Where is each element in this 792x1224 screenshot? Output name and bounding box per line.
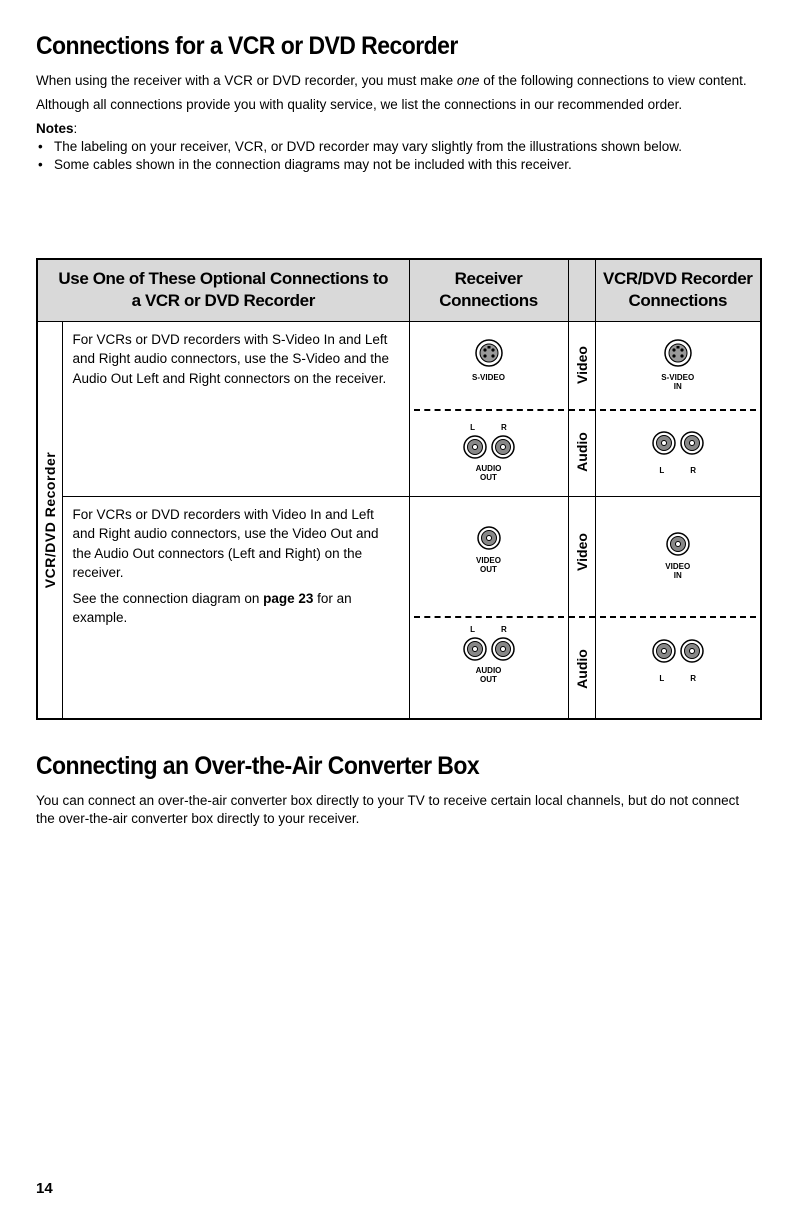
rca-pair-icon xyxy=(651,431,705,455)
side-label: VCR/DVD Recorder xyxy=(41,451,58,588)
connector-label: OUT xyxy=(480,675,497,685)
note-item: • Some cables shown in the connection diagrams may not be included with this receiver. xyxy=(54,156,760,174)
connections-table xyxy=(36,258,762,720)
rca-connector-icon xyxy=(476,525,502,551)
svideo-connector-icon xyxy=(663,338,693,368)
row1-device-cell xyxy=(595,321,761,496)
section-vcr-dvd xyxy=(36,28,760,174)
header-spacer xyxy=(568,259,595,321)
connector-label: AUDIO xyxy=(475,463,502,473)
row2-description-cell xyxy=(62,496,409,719)
svideo-connector-icon xyxy=(474,338,504,368)
notes-list xyxy=(36,138,760,174)
side-label-cell xyxy=(37,321,62,719)
connector-label: S-VIDEO xyxy=(472,372,505,382)
intro-paragraph-1 xyxy=(36,72,760,90)
row2-device-audio xyxy=(596,607,761,718)
connector-label: OUT xyxy=(480,564,497,574)
row2-see-diagram xyxy=(73,589,399,628)
intro-text: When using the receiver with a VCR or DVD recorder, you must make xyxy=(36,73,457,88)
right-label: R xyxy=(501,625,507,635)
page-reference-link[interactable]: page 23 xyxy=(263,590,314,606)
right-label: R xyxy=(690,465,697,475)
connector-label: VIDEO xyxy=(665,561,691,571)
type-label-audio: Audio xyxy=(573,649,590,690)
see-text: See the connection diagram on xyxy=(72,590,264,606)
connector-label: OUT xyxy=(480,472,497,482)
rca-pair-icon xyxy=(462,637,516,661)
row2-receiver-audio xyxy=(410,607,568,718)
connector-label: AUDIO xyxy=(475,666,502,676)
header-device: VCR/DVD Recorder Connections xyxy=(595,259,761,321)
intro-emphasis: one xyxy=(456,73,480,88)
section-title: Connections for a VCR or DVD Recorder xyxy=(36,32,458,60)
page-number: 14 xyxy=(36,1180,53,1197)
type-label-video: Video xyxy=(573,346,590,384)
row2-type-cell xyxy=(568,496,595,719)
type-label-audio: Audio xyxy=(573,432,590,472)
notes-colon: : xyxy=(73,121,78,136)
header-connections: Use One of These Optional Connections to a VCR or DVD Recorder xyxy=(37,259,409,321)
row2-description: For VCRs or DVD recorders with Video In and Left and Right audio connectors, use the Video Out and the Audio Out connectors (Left and Right) on the receiver. xyxy=(72,506,379,580)
row1-device-svideo xyxy=(596,322,761,409)
row1-description: For VCRs or DVD recorders with S-Video In and Left and Right audio connectors, use the S-Video and the Audio Out Left and Right connectors on the receiver. xyxy=(72,331,389,386)
row2-device-video xyxy=(596,497,761,608)
section-body: You can connect an over-the-air converter box directly to your TV to receive certain local channels, but do not connect the over-the-air converter box directly to your receiver. xyxy=(36,793,740,826)
row2-device-cell xyxy=(595,496,761,719)
left-label: L xyxy=(470,625,476,635)
rca-pair-icon xyxy=(651,639,705,663)
section-converter-box xyxy=(36,748,760,834)
section-title: Connecting an Over-the-Air Converter Box xyxy=(36,752,480,780)
see-text: for an example. xyxy=(72,590,352,625)
row2-receiver-cell xyxy=(409,496,568,719)
notes-label xyxy=(36,120,760,138)
row1-type-cell xyxy=(568,321,595,496)
intro-paragraph-2: Although all connections provide you with quality service, we list the connections in our recommended order. xyxy=(36,97,683,112)
divider xyxy=(569,616,595,618)
right-label: R xyxy=(501,422,507,432)
note-item: • The labeling on your receiver, VCR, or DVD recorder may vary slightly from the illustrations shown below. xyxy=(54,138,760,156)
rca-pair-icon xyxy=(462,435,516,459)
row1-receiver-cell xyxy=(409,321,568,496)
left-label: L xyxy=(470,422,476,432)
type-label-video: Video xyxy=(573,532,590,571)
row1-receiver-audio xyxy=(410,409,568,496)
connector-label: S-VIDEO xyxy=(661,372,695,382)
right-label: R xyxy=(690,674,697,684)
row2-receiver-video xyxy=(410,497,568,608)
notes-label-text: Notes xyxy=(36,121,74,136)
left-label: L xyxy=(659,674,665,684)
row1-device-audio xyxy=(596,409,761,496)
row1-description-cell xyxy=(62,321,409,496)
connector-label: VIDEO xyxy=(476,555,501,565)
connector-label: IN xyxy=(673,381,682,391)
header-receiver: Receiver Connections xyxy=(409,259,568,321)
connector-label: IN xyxy=(673,570,682,580)
intro-text: of the following connections to view content. xyxy=(479,73,747,88)
row1-receiver-svideo xyxy=(410,322,568,409)
left-label: L xyxy=(659,465,665,475)
divider xyxy=(569,409,595,411)
rca-connector-icon xyxy=(665,531,691,557)
